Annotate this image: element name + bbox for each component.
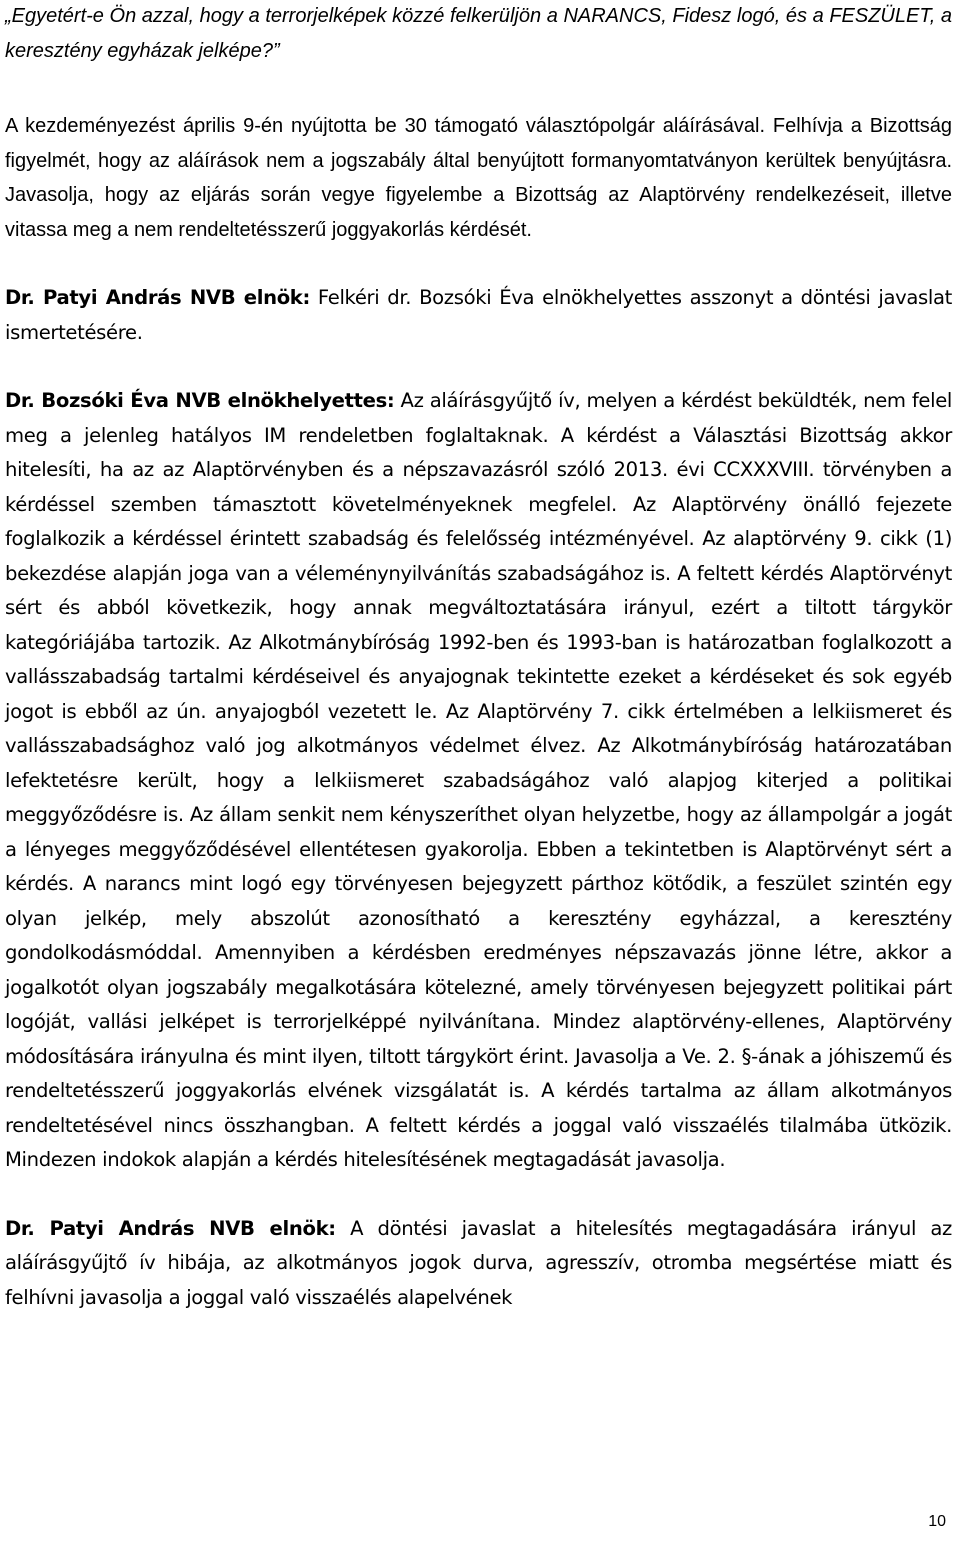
paragraph-chair-summary [5, 1212, 952, 1316]
speaker-name: Dr. Bozsóki Éva NVB elnökhelyettes: [5, 389, 395, 412]
document-page [5, 0, 952, 1315]
page-number: 10 [928, 1513, 946, 1530]
speaker-text: Felkéri dr. Bozsóki Éva elnökhelyettes asszonyt a döntési javaslat ismertetésére. [5, 286, 952, 344]
quoted-question: „Egyetért-e Ön azzal, hogy a terrorjelképek közzé felkerüljön a NARANCS, Fidesz logó, és a FESZÜLET, a keresztény egyházak jelképe?” [5, 5, 952, 62]
paragraph-initiative: A kezdeményezést április 9-én nyújtotta be 30 támogató választópolgár aláírásával. Felhívja a Bizottság figyelmét, hogy az aláírások nem a jogszabály által benyújtott formanyomtatványon kerültek benyújtásra. Javasolja, hogy az eljárás során vegye figyelembe a Bizottság az Alaptörvény rendelkezéseit, illetve vitassa meg a nem rendeltetésszerű joggyakorlás kérdését. [5, 115, 952, 241]
speaker-name: Dr. Patyi András NVB elnök: [5, 286, 310, 309]
speaker-name: Dr. Patyi András NVB elnök: [5, 1216, 336, 1240]
speaker-text: A döntési javaslat a hitelesítés megtagadására irányul az aláírásgyűjtő ív hibája, az alkotmányos jogok durva, agresszív, otromba megsértése miatt és felhívni javasolja a joggal való visszaélés alapelvének [5, 1216, 952, 1309]
paragraph-chair-request [5, 281, 952, 350]
paragraph-vice-chair-proposal [5, 384, 952, 1178]
speaker-text: Az aláírásgyűjtő ív, melyen a kérdést beküldték, nem felel meg a jelenleg hatályos IM rendeletben foglaltaknak. A kérdést a Választási Bizottság akkor hitelesíti, ha az az Alaptörvényben és a népszavazásról szóló 2013. évi CCXXXVIII. törvényben a kérdéssel szemben támasztott követelményeknek megfelel. Az Alaptörvény önálló fejezete foglalkozik a kérdéssel érintett szabadság és felelősség intézményével. Az alaptörvény 9. cikk (1) bekezdése alapján joga van a véleménynyilvánítás szabadságához is. A feltett kérdés Alaptörvényt sért és abból következik, hogy annak megváltoztatására irányul, ezért a tiltott tárgykör kategóriájába tartozik. Az Alkotmánybíróság 1992-ben és 1993-ban is határozatban foglalkozott a vallásszabadság tartalmi kérdéseivel és anyajognak tekintette ezeket a kérdéseket és sok egyéb jogot is ebből az ún. anyajogból vezetett le. Az Alaptörvény 7. cikk értelmében a lelkiismeret és vallásszabadsághoz való jog alkotmányos védelmet élvez. Az Alkotmánybíróság határozatában lefektetésre került, hogy a lelkiismeret szabadságához való alapjog kiterjed a politikai meggyőződésre is. Az állam senkit nem kényszeríthet olyan helyzetbe, hogy az állampolgár a jogát a lényeges meggyőződésével ellentétesen gyakorolja. Ebben a tekintetben is Alaptörvényt sért a kérdés. A narancs mint logó egy törvényesen bejegyzett párthoz kötődik, a feszület szintén egy olyan jelkép, mely abszolút azonosítható a keresztény egyházzal, a keresztény gondolkodásmóddal. Amennyiben a kérdésben eredményes népszavazás jönne létre, akkor a jogalkotót olyan jogszabály megalkotására kötelezné, amely törvényesen bejegyzett politikai párt logóját, vallási jelképet is terrorjelképpé nyilvánítana. Mindez alaptörvény-ellenes, Alaptörvény módosítására irányulna és mint ilyen, tiltott tárgykört érint. Javasolja a Ve. 2. §-ának a jóhiszemű és rendeltetésszerű joggyakorlás elvének vizsgálatát is. A kérdés tartalma az állam alkotmányos rendeltetésével nincs összhangban. A feltett kérdés a joggal való visszaélés tilalmába ütközik. Mindezen indokok alapján a kérdés hitelesítésének megtagadását javasolja. [5, 389, 953, 1171]
